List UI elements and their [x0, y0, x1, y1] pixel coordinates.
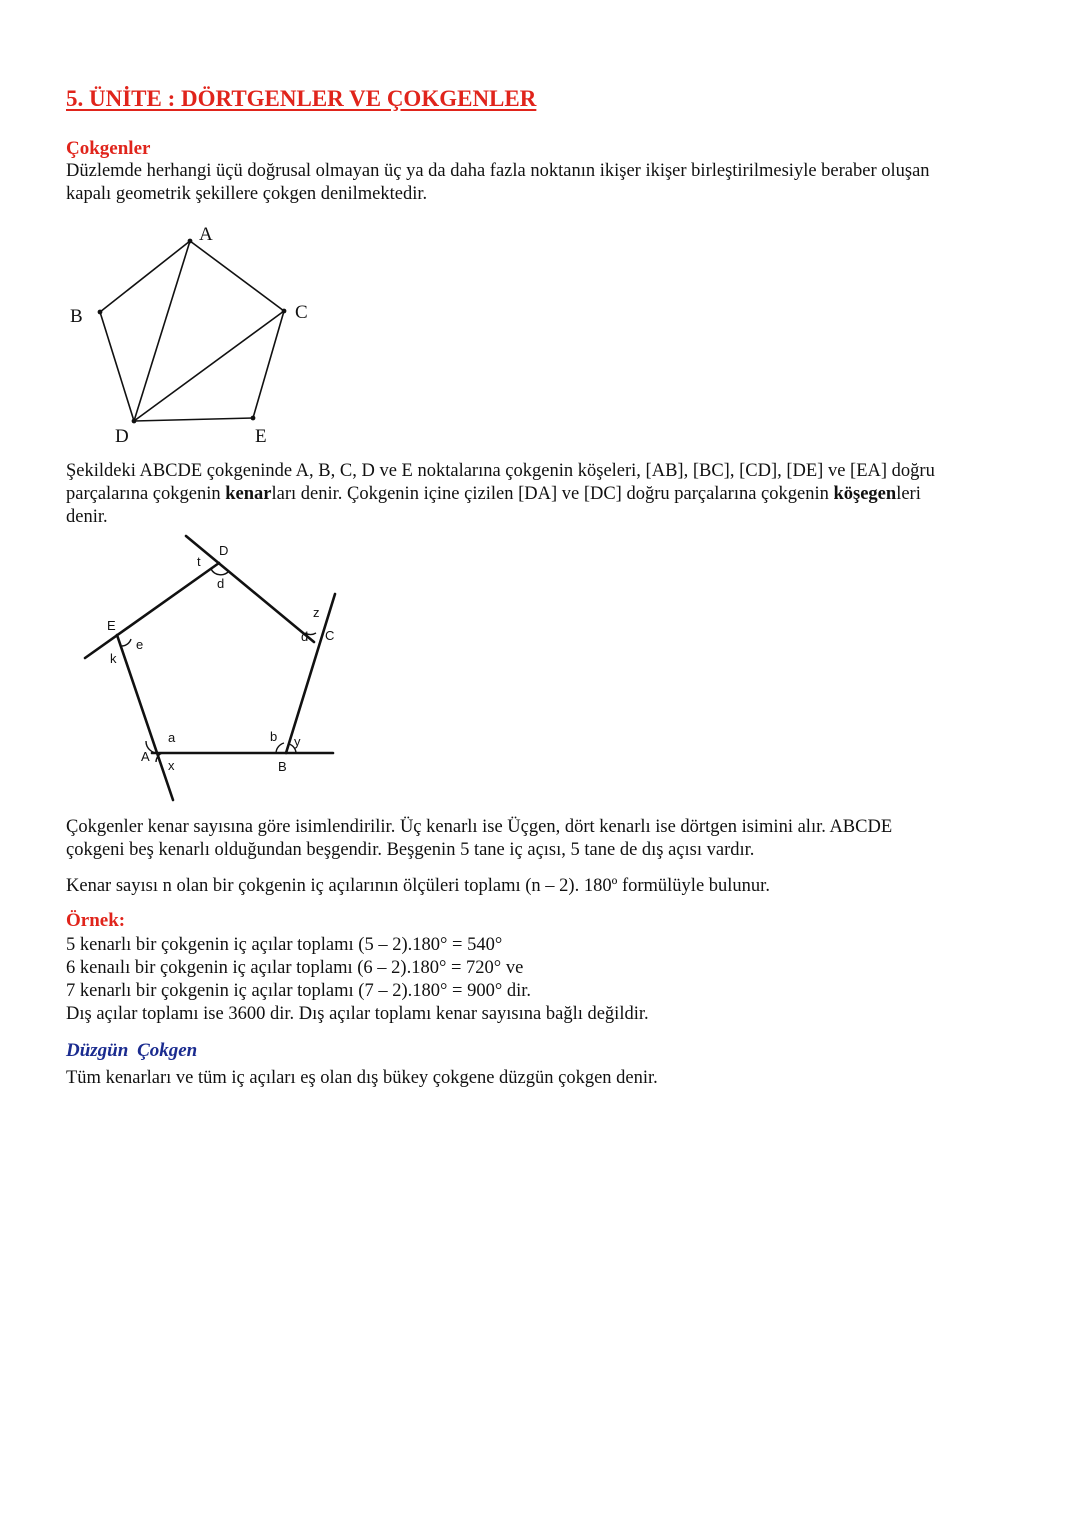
vertex-point-E [251, 416, 256, 421]
regular-polygon-line: Tüm kenarları ve tüm iç açıları eş olan dış bükey çokgene düzgün çokgen denir. [66, 1068, 658, 1088]
angle-label-k: k [110, 651, 117, 666]
edge-DB [100, 312, 134, 421]
explanation-line: denir. [66, 507, 108, 527]
explanation-line: Şekildeki ABCDE çokgeninde A, B, C, D ve E noktalarına çokgenin köşeleri, [AB], [BC], [CD], [DE] ve [EA] doğru [66, 461, 935, 481]
vertex-point-B [98, 310, 103, 315]
diagonal-DC [134, 311, 284, 421]
angle-label-b: b [270, 729, 278, 744]
label-E: E [255, 426, 267, 447]
polygon-definition [66, 160, 1026, 206]
naming-line: çokgeni beş kenarlı olduğundan beşgendir. Beşgenin 5 tane iç açısı, 5 tane de dış açısı vardır. [66, 840, 755, 860]
angle-label-a: a [168, 730, 176, 745]
example-paragraph [66, 934, 1026, 1026]
definition-line: Düzlemde herhangi üçü doğrusal olmayan üç ya da daha fazla noktanın ikişer ikişer birleştirilmesiyle beraber oluşan [66, 161, 930, 181]
example-line: 7 kenarlı bir çokgenin iç açılar toplamı (7 – 2).180° = 900° dir. [66, 981, 532, 1001]
regular-polygon-definition [66, 1067, 1026, 1090]
angle-label-d: d [217, 576, 225, 591]
angle-label-t: t [197, 554, 201, 569]
term-kosegen: köşegen [833, 484, 897, 504]
explanation-paragraph [66, 460, 1026, 529]
vertex-point-A [188, 239, 193, 244]
angle-arc-e [122, 639, 131, 646]
naming-line: Çokgenler kenar sayısına göre isimlendirilir. Üç kenarlı ise Üçgen, dört kenarlı ise dörtgen isimini alır. ABCDE [66, 817, 893, 837]
angle-label-x: x [168, 758, 175, 773]
angle-label-z: z [313, 605, 320, 620]
edge-ED [134, 418, 253, 421]
pentagon-edges [100, 241, 284, 421]
edge-BA [100, 241, 190, 312]
text-span: ları denir. Çokgenin içine çizilen [DA] ve [DC] doğru parçalarına çokgenin [271, 484, 834, 504]
formula-line: Kenar sayısı n olan bir çokgenin iç açılarının ölçüleri toplamı (n – 2). 180º formülüyle bulunur. [66, 876, 770, 896]
label-D: D [219, 543, 229, 558]
polygons-heading: Çokgenler [66, 138, 151, 159]
label-B: B [278, 759, 287, 774]
unit-title: 5. ÜNİTE : DÖRTGENLER VE ÇOKGENLER [66, 86, 537, 111]
regular-polygon-heading: Düzgün Çokgen [66, 1040, 198, 1061]
example-line: 5 kenarlı bir çokgenin iç açılar toplamı (5 – 2).180° = 540° [66, 935, 503, 955]
example-line: Dış açılar toplamı ise 3600 dir. Dış açılar toplamı kenar sayısına bağlı değildir. [66, 1004, 649, 1024]
term-kenar: kenar [225, 484, 272, 504]
extended-sides [85, 536, 335, 800]
label-B: B [70, 306, 83, 327]
angle-label-d-c: d [301, 629, 309, 644]
explanation-line [66, 483, 1026, 506]
exterior-angles-figure [80, 530, 340, 805]
angle-label-y: y [294, 734, 301, 749]
diagonal-DA [134, 241, 190, 421]
label-A: A [199, 224, 213, 245]
vertex-point-C [282, 309, 287, 314]
side-DE-extended [85, 563, 219, 658]
label-D: D [115, 426, 129, 447]
angle-label-e: e [136, 637, 144, 652]
label-C: C [325, 628, 335, 643]
text-span: leri [896, 484, 921, 504]
example-heading: Örnek: [66, 910, 126, 931]
side-CD-extended [186, 536, 314, 642]
vertex-point-D [132, 419, 137, 424]
label-C: C [295, 302, 308, 323]
side-EA-extended [117, 635, 173, 800]
formula-paragraph [66, 875, 1026, 898]
definition-line: kapalı geometrik şekillere çokgen denilmektedir. [66, 184, 428, 204]
edge-AC [190, 241, 284, 311]
label-E: E [107, 618, 116, 633]
example-line: 6 kenaılı bir çokgenin iç açılar toplamı (6 – 2).180° = 720° ve [66, 958, 524, 978]
edge-CE [253, 311, 284, 418]
side-BC-extended [286, 594, 335, 753]
text-span: parçalarına çokgenin [66, 484, 226, 504]
label-A: A [141, 749, 150, 764]
angle-arc-b [276, 743, 284, 753]
naming-paragraph [66, 816, 1026, 862]
pentagon-diagonals-figure [60, 220, 340, 452]
